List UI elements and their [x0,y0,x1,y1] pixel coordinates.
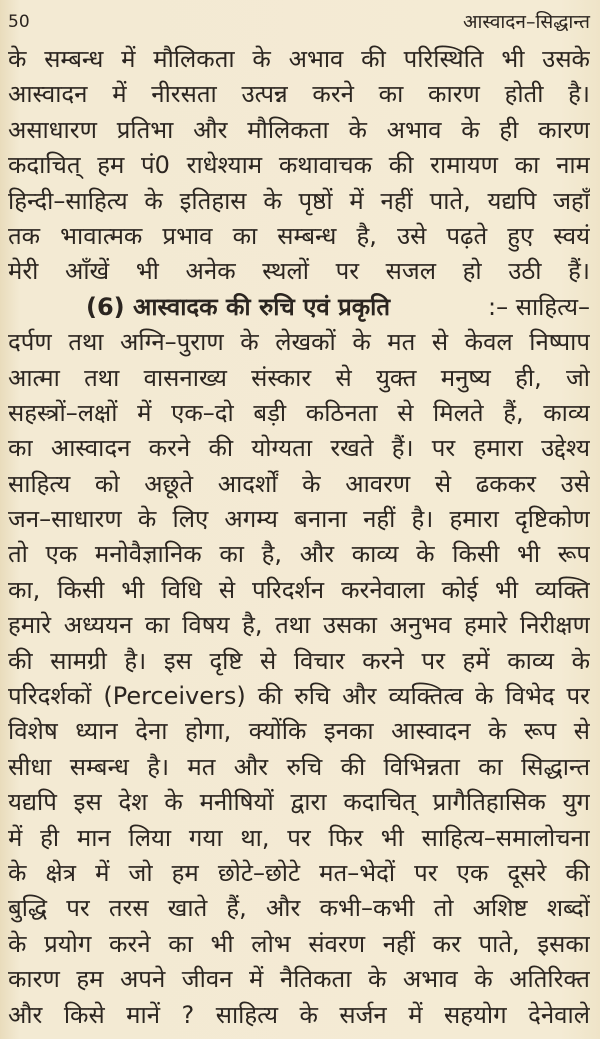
text-line: सीधा सम्बन्ध है। मत और रुचि की विभिन्नता का सिद्धान्त [8,752,590,781]
page-body [8,42,590,1033]
text-line: परिदर्शकों (Perceivers) की रुचि और व्यक्तित्व के विभेद पर [8,682,590,711]
section-heading: (6) आस्वादक की रुचि एवं प्रकृति [86,292,391,321]
text-line: कदाचित् हम पं0 राधेश्याम कथावाचक की रामायण का नाम [8,151,590,180]
page-header [8,8,590,36]
text-line: की सामग्री है। इस दृष्टि से विचार करने पर हमें काव्य के [8,646,590,675]
text-line: सहस्त्रों–लक्षों में एक–दो बड़ी कठिनता से मिलते हैं, काव्य [8,398,590,427]
section-heading-line [8,290,590,325]
text-line: के क्षेत्र में जो हम छोटे–छोटे मत–भेदों पर एक दूसरे की [8,858,590,887]
text-line: में ही मान लिया गया था, पर फिर भी साहित्य–समालोचना [8,823,590,852]
text-line: आस्वादन में नीरसता उत्पन्न करने का कारण होती है। [8,80,590,109]
text-line: असाधारण प्रतिभा और मौलिकता के अभाव के ही कारण [8,115,590,144]
text-line: और किसे मानें ? साहित्य के सर्जन में सहयोग देनेवाले [8,1000,590,1029]
text-line: का, किसी भी विधि से परिदर्शन करनेवाला कोई भी व्यक्ति [8,575,590,604]
text-line: कारण हम अपने जीवन में नैतिकता के अभाव के अतिरिक्त [8,965,590,994]
text-line: का आस्वादन करने की योग्यता रखते हैं। पर हमारा उद्देश्य [8,434,590,463]
text-line: यद्यपि इस देश के मनीषियों द्वारा कदाचित् प्रागैतिहासिक युग [8,788,590,817]
text-line: आत्मा तथा वासनाख्य संस्कार से युक्त मनुष्य ही, जो [8,363,590,392]
text-line: के प्रयोग करने का भी लोभ संवरण नहीं कर पाते, इसका [8,929,590,958]
page-number: 50 [8,12,30,32]
section-heading-tail: :– साहित्य– [488,292,590,321]
paragraph [8,42,590,290]
text-line: हमारे अध्ययन का विषय है, तथा उसका अनुभव हमारे निरीक्षण [8,611,590,640]
text-line: के सम्बन्ध में मौलिकता के अभाव की परिस्थिति भी उसके [8,45,590,73]
section-paragraph [8,325,590,1033]
text-line: साहित्य को अछूते आदर्शों के आवरण से ढककर उसे [8,469,590,498]
text-line: दर्पण तथा अग्नि–पुराण के लेखकों के मत से केवल निष्पाप [8,328,590,357]
text-line: जन–साधारण के लिए अगम्य बनाना नहीं है। हमारा दृष्टिकोण [8,505,590,534]
text-line: मेरी आँखें भी अनेक स्थलों पर सजल हो उठी हैं। [8,257,590,286]
text-line: विशेष ध्यान देना होगा, क्योंकि इनका आस्वादन के रूप से [8,717,590,746]
text-line: हिन्दी–साहित्य के इतिहास के पृष्ठों में नहीं पाते, यद्यपि जहाँ [8,186,590,215]
running-title: आस्वादन–सिद्धान्त [463,11,590,33]
text-line: तो एक मनोवैज्ञानिक का है, और काव्य के किसी भी रूप [8,540,590,569]
text-line: तक भावात्मक प्रभाव का सम्बन्ध है, उसे पढ़ते हुए स्वयं [8,221,590,250]
text-line: बुद्धि पर तरस खाते हैं, और कभी–कभी तो अशिष्ट शब्दों [8,894,590,923]
